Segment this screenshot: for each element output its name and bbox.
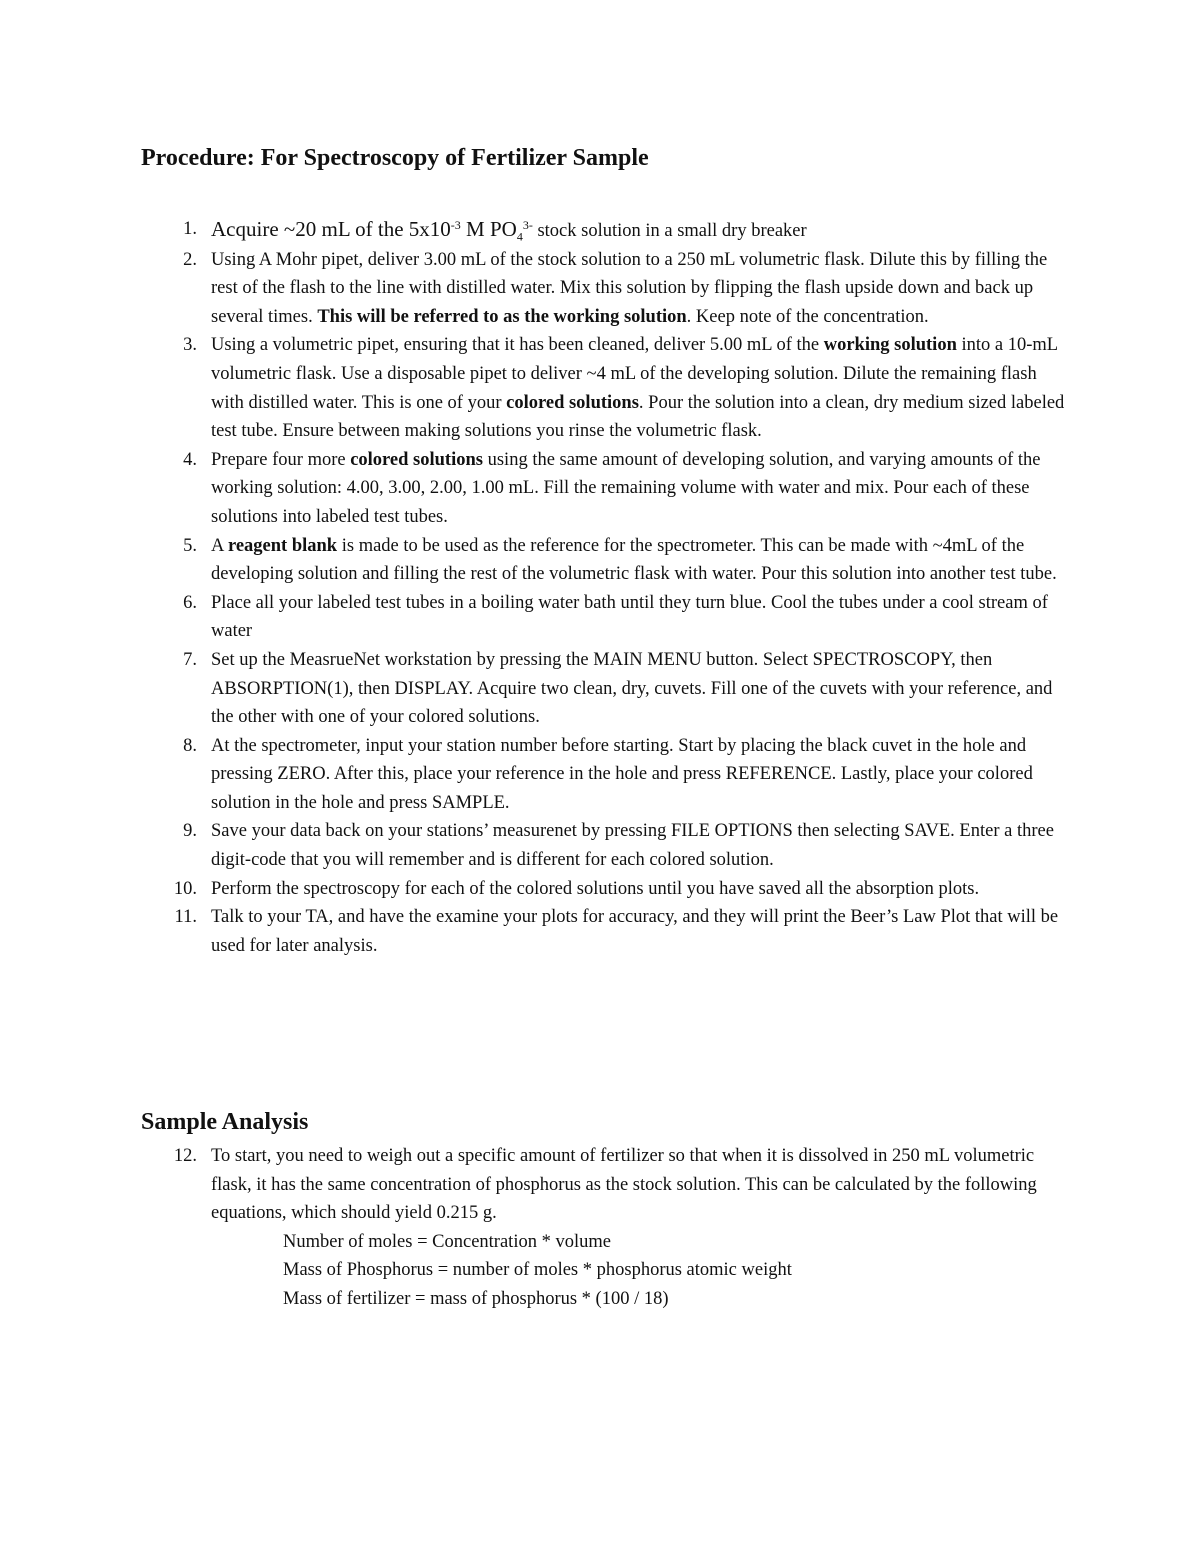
step-number: 4. [183,449,197,470]
equation-moles: Number of moles = Concentration * volume [283,1231,611,1252]
analysis-step-12 [0,1142,1071,1314]
procedure-step-4 [0,446,1071,532]
step-bold-text: This will be referred to as the working solution [317,306,687,327]
step-number: 12. [173,1146,197,1166]
procedure-step-3 [0,331,1071,445]
step-text: stock solution in a small dry breaker [532,221,807,241]
step-text: To start, you need to weigh out a specific amount of fertilizer so that when it is dissolved in 250 mL volumetric flask, it has the same concentration of phosphorus as the stock solution. This can be calculated by the following equations, which should yield 0.215 g. [211,1146,1037,1224]
procedure-step-6 [0,589,1071,646]
sample-analysis-heading: Sample Analysis [141,1109,309,1135]
procedure-step-1 [0,215,1071,246]
step-bold-text: reagent blank [227,535,338,556]
procedure-steps-list [0,215,1200,960]
step-text: Acquire ~20 mL of the 5x10 [211,217,451,241]
exponent: -3 [450,217,461,232]
step-number: 7. [183,649,197,670]
step-text: A [211,535,228,556]
step-text: . Keep note of the concentration. [686,306,929,327]
step-bold-text: colored solutions [506,392,639,413]
equation-mass-phosphorus: Mass of Phosphorus = number of moles * phosphorus atomic weight [283,1260,792,1281]
charge-superscript: 3- [522,217,533,232]
step-text: Save your data back on your stations’ measurenet by pressing FILE OPTIONS then selecting SAVE. Enter a three digit-code that you will remember and is different for each colored solution. [211,821,1054,871]
equation-mass-fertilizer: Mass of fertilizer = mass of phosphorus * (100 / 18) [283,1288,669,1309]
step-text: At the spectrometer, input your station number before starting. Start by placing the black cuvet in the hole and pressing ZERO. After this, place your reference in the hole and press REFERENCE. Lastly, place your colored solution in the hole and press SAMPLE. [211,735,1033,813]
analysis-steps-list [0,1142,1200,1314]
step-text: M PO [460,217,517,241]
step-text: is made to be used as the reference for the spectrometer. This can be made with ~4mL of the developing solution and filling the rest of the volumetric flask with water. Pour this solution into another test tube. [211,535,1057,585]
step-text: into a 10-mL volumetric flask. Use a disposable pipet to deliver ~4 mL of the developing solution. Dilute the remaining flash with distilled water. This is one of your [211,335,1058,413]
procedure-step-11 [0,903,1071,960]
step-text: Perform the spectroscopy for each of the colored solutions until you have saved all the absorption plots. [211,878,980,899]
step-text: Place all your labeled test tubes in a boiling water bath until they turn blue. Cool the tubes under a cool stream of water [211,592,1048,642]
step-bold-text: working solution [823,335,957,356]
step-number: 6. [183,592,197,613]
step-number: 3. [183,335,197,356]
procedure-step-7 [0,646,1071,732]
step-number: 1. [183,219,197,239]
procedure-step-8 [0,732,1071,818]
step-text: Using a volumetric pipet, ensuring that it has been cleaned, deliver 5.00 mL of the [211,335,824,356]
step-text: Using A Mohr pipet, deliver 3.00 mL of the stock solution to a 250 mL volumetric flask. Dilute this by filling the rest of the flash to the line with distilled water. Mix this solution by flipping the flash upside down and back up several times. [211,249,1048,327]
step-number: 11. [174,907,197,928]
procedure-step-10 [0,875,1071,904]
procedure-step-9 [0,817,1071,874]
step-number: 9. [183,821,197,842]
step-text: Prepare four more [211,449,351,470]
step-text: Talk to your TA, and have the examine your plots for accuracy, and they will print the Beer’s Law Plot that will be used for later analysis. [211,907,1059,956]
step-number: 5. [183,535,197,556]
step-number: 2. [183,249,197,270]
step-bold-text: colored solutions [350,449,483,470]
step-text: using the same amount of developing solution, and varying amounts of the working solution: 4.00, 3.00, 2.00, 1.00 mL. Fill the remaining volume with water and mix. Pour each of these solutions into labeled test tubes. [211,449,1041,527]
procedure-step-2 [0,246,1071,332]
procedure-heading: Procedure: For Spectroscopy of Fertilizer Sample [141,145,649,171]
procedure-step-5 [0,532,1071,589]
step-number: 8. [183,735,197,756]
subscript: 4 [516,229,523,244]
step-number: 10. [173,878,197,899]
step-text: . Pour the solution into a clean, dry medium sized labeled test tube. Ensure between making solutions you rinse the volumetric flask. [211,392,1065,442]
step-text: Set up the MeasrueNet workstation by pressing the MAIN MENU button. Select SPECTROSCOPY, then ABSORPTION(1), then DISPLAY. Acquire two clean, dry, cuvets. Fill one of the cuvets with your reference, and the other with one of your colored solutions. [211,649,1053,728]
